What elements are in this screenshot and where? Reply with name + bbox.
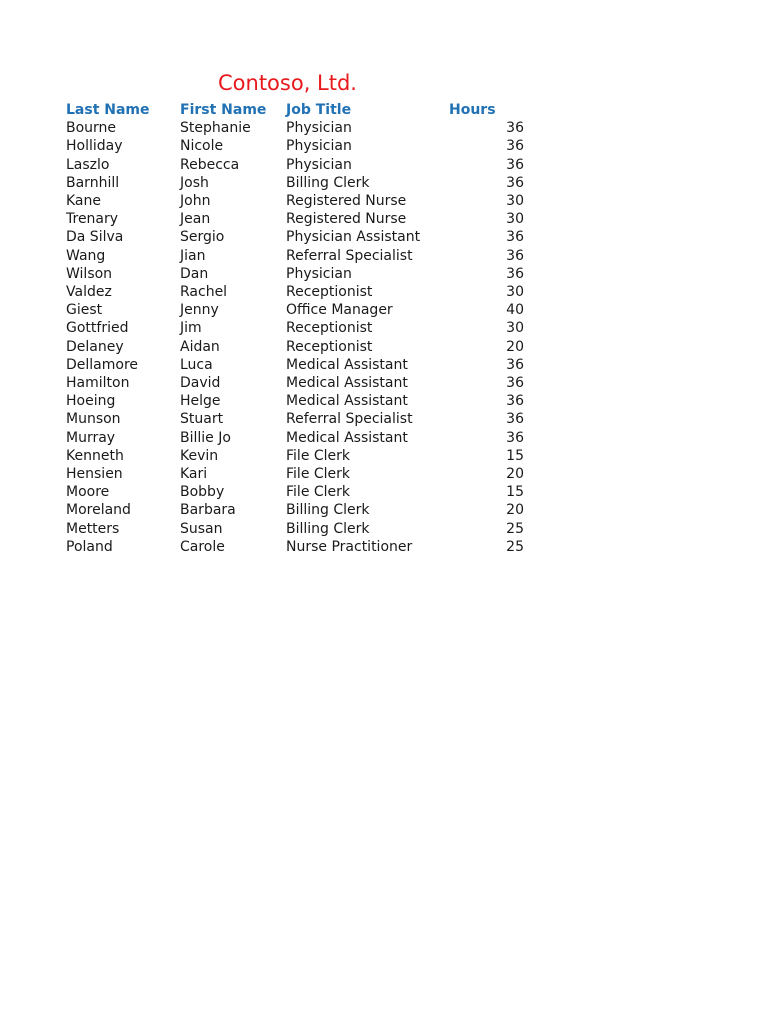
cell-last-name: Hensien (66, 466, 123, 483)
cell-hours: 25 (506, 520, 524, 537)
cell-hours: 25 (506, 538, 524, 555)
cell-hours: 36 (506, 174, 524, 191)
table-row (66, 447, 524, 465)
cell-first-name: Josh (180, 174, 209, 191)
cell-hours: 30 (506, 320, 524, 337)
cell-first-name: Kari (180, 466, 208, 483)
cell-last-name: Giest (66, 302, 103, 319)
table-row (66, 338, 524, 356)
cell-first-name: Susan (180, 520, 223, 537)
cell-hours: 40 (506, 302, 524, 319)
cell-job-title: Office Manager (286, 302, 393, 319)
cell-job-title: Receptionist (286, 284, 373, 301)
table-row (66, 119, 524, 137)
cell-first-name: Dan (180, 265, 209, 282)
cell-hours: 36 (506, 138, 524, 155)
table-row (66, 228, 524, 246)
cell-first-name: Billie Jo (180, 429, 231, 446)
cell-hours: 36 (506, 356, 524, 373)
cell-last-name: Gottfried (66, 320, 129, 337)
cell-last-name: Munson (66, 411, 121, 428)
table-row (66, 301, 524, 319)
cell-job-title: Billing Clerk (286, 174, 370, 191)
table-row (66, 283, 524, 301)
cell-first-name: Luca (180, 356, 213, 373)
cell-hours: 15 (506, 484, 524, 501)
cell-hours: 20 (506, 466, 524, 483)
table-row (66, 374, 524, 392)
cell-job-title: Medical Assistant (286, 393, 408, 410)
table-row (66, 319, 524, 337)
cell-last-name: Murray (66, 429, 116, 446)
cell-job-title: Referral Specialist (286, 411, 413, 428)
cell-hours: 36 (506, 411, 524, 428)
cell-job-title: Physician (286, 156, 352, 173)
table-row (66, 156, 524, 174)
cell-last-name: Wang (66, 247, 106, 264)
cell-hours: 30 (506, 211, 524, 228)
cell-hours: 36 (506, 247, 524, 264)
cell-job-title: File Clerk (286, 484, 351, 501)
cell-last-name: Trenary (66, 211, 119, 228)
table-row (66, 265, 524, 283)
cell-hours: 30 (506, 193, 524, 210)
cell-job-title: Receptionist (286, 338, 373, 355)
cell-job-title: Physician Assistant (286, 229, 421, 246)
table-row (66, 392, 524, 410)
table-row (66, 520, 524, 538)
table-row (66, 465, 524, 483)
cell-last-name: Da Silva (66, 229, 124, 246)
cell-last-name: Poland (66, 538, 113, 555)
cell-last-name: Wilson (66, 265, 113, 282)
cell-job-title: Billing Clerk (286, 502, 370, 519)
cell-first-name: Jian (180, 247, 206, 264)
cell-hours: 36 (506, 429, 524, 446)
header-first-name: First Name (180, 102, 267, 118)
cell-first-name: Barbara (180, 502, 236, 519)
cell-job-title: Referral Specialist (286, 247, 413, 264)
cell-first-name: Rebecca (180, 156, 240, 173)
cell-hours: 36 (506, 375, 524, 392)
cell-last-name: Dellamore (66, 356, 139, 373)
table-row (66, 137, 524, 155)
cell-hours: 36 (506, 156, 524, 173)
cell-last-name: Bourne (66, 120, 117, 137)
cell-last-name: Delaney (66, 338, 124, 355)
cell-last-name: Kenneth (66, 447, 124, 464)
page-title: Contoso, Ltd. (218, 71, 357, 95)
cell-job-title: Medical Assistant (286, 429, 408, 446)
table-row (66, 192, 524, 210)
header-hours: Hours (449, 102, 496, 118)
cell-job-title: Medical Assistant (286, 375, 408, 392)
cell-first-name: Sergio (180, 229, 225, 246)
cell-first-name: John (180, 193, 211, 210)
cell-job-title: Registered Nurse (286, 211, 407, 228)
cell-first-name: Helge (180, 393, 221, 410)
cell-last-name: Laszlo (66, 156, 110, 173)
header-row (66, 101, 524, 119)
cell-last-name: Holliday (66, 138, 123, 155)
cell-job-title: Receptionist (286, 320, 373, 337)
cell-hours: 20 (506, 502, 524, 519)
cell-last-name: Hoeing (66, 393, 116, 410)
cell-first-name: Kevin (180, 447, 219, 464)
cell-last-name: Moreland (66, 502, 131, 519)
table-row (66, 429, 524, 447)
cell-hours: 20 (506, 338, 524, 355)
cell-first-name: Stuart (180, 411, 224, 428)
cell-first-name: Stephanie (180, 120, 251, 137)
header-last-name: Last Name (66, 102, 150, 118)
cell-hours: 36 (506, 393, 524, 410)
table-row (66, 356, 524, 374)
cell-hours: 15 (506, 447, 524, 464)
cell-hours: 36 (506, 229, 524, 246)
table-row (66, 210, 524, 228)
table-row (66, 247, 524, 265)
employee-table (66, 101, 524, 556)
cell-last-name: Barnhill (66, 174, 120, 191)
cell-last-name: Hamilton (66, 375, 130, 392)
cell-hours: 36 (506, 265, 524, 282)
cell-last-name: Moore (66, 484, 110, 501)
cell-first-name: Jim (180, 320, 202, 337)
cell-job-title: Medical Assistant (286, 356, 408, 373)
cell-job-title: File Clerk (286, 447, 351, 464)
cell-job-title: Physician (286, 120, 352, 137)
cell-last-name: Kane (66, 193, 101, 210)
cell-last-name: Metters (66, 520, 120, 537)
cell-first-name: Aidan (180, 338, 220, 355)
cell-hours: 36 (506, 120, 524, 137)
cell-job-title: File Clerk (286, 466, 351, 483)
cell-first-name: Bobby (180, 484, 225, 501)
table-row (66, 174, 524, 192)
cell-first-name: David (180, 375, 221, 392)
cell-hours: 30 (506, 284, 524, 301)
cell-job-title: Physician (286, 138, 352, 155)
table-body (66, 119, 524, 556)
cell-job-title: Registered Nurse (286, 193, 407, 210)
table-row (66, 501, 524, 519)
table-row (66, 538, 524, 556)
cell-job-title: Nurse Practitioner (286, 538, 413, 555)
table-row (66, 483, 524, 501)
cell-job-title: Billing Clerk (286, 520, 370, 537)
cell-first-name: Carole (180, 538, 225, 555)
cell-first-name: Jean (180, 211, 211, 228)
header-job-title: Job Title (286, 102, 352, 118)
cell-job-title: Physician (286, 265, 352, 282)
cell-first-name: Rachel (180, 284, 228, 301)
cell-first-name: Nicole (180, 138, 224, 155)
cell-first-name: Jenny (180, 302, 219, 319)
cell-last-name: Valdez (66, 284, 112, 301)
table-row (66, 410, 524, 428)
